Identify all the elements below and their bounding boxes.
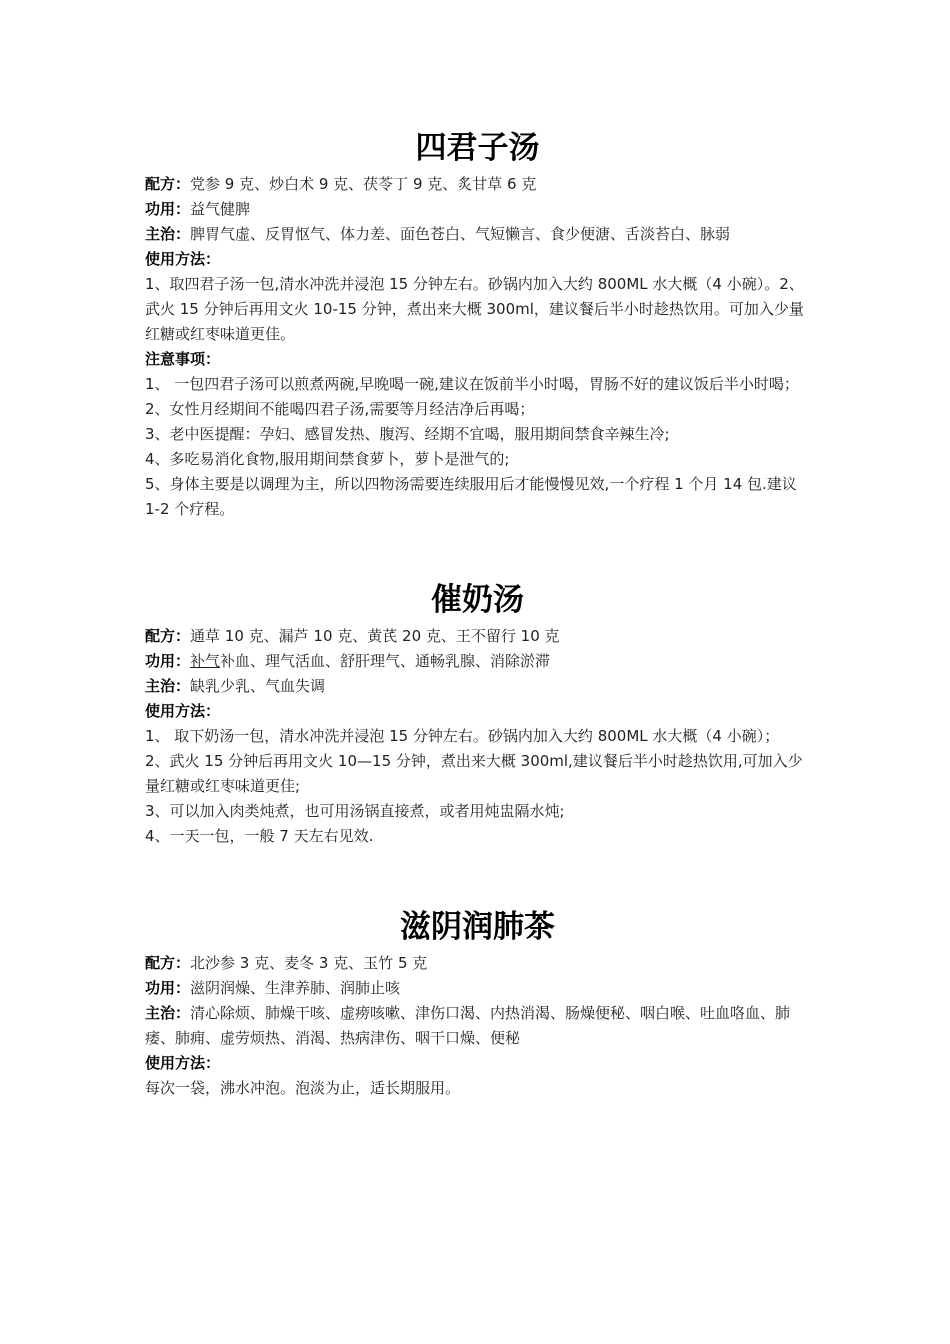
effect-text: 补血、理气活血、舒肝理气、通畅乳腺、消除淤滞	[220, 652, 551, 670]
recipe-ziyin	[145, 907, 810, 1101]
recipe-title: 滋阴润肺茶	[400, 909, 555, 945]
indication-label: 主治：	[145, 225, 191, 243]
effect-underlined-text: 补气	[190, 652, 221, 670]
effect-text: 益气健脾	[190, 200, 251, 218]
usage-label: 使用方法：	[145, 1054, 221, 1072]
formula-line	[145, 172, 810, 197]
formula-label: 配方：	[145, 954, 191, 972]
formula-label: 配方：	[145, 175, 191, 193]
note-item: 5、身体主要是以调理为主，所以四物汤需要连续服用后才能慢慢见效,一个疗程 1 个月 14 包.建议 1-2 个疗程。	[145, 475, 797, 518]
section-spacer	[145, 522, 810, 580]
recipe-title: 四君子汤	[415, 130, 540, 166]
note-item: 1、 一包四君子汤可以煎煮两碗,早晚喝一碗,建议在饭前半小时喝，胃肠不好的建议饭后半小时喝；	[145, 375, 799, 393]
formula-line	[145, 624, 810, 649]
indication-text: 清心除烦、肺燥干咳、虚痨咳嗽、津伤口渴、内热消渴、肠燥便秘、咽白喉、吐血咯血、肺痿、肺痈、虚劳烦热、消渴、热病津伤、咽干口燥、便秘	[145, 1004, 791, 1047]
indication-label: 主治：	[145, 1004, 191, 1022]
usage-text: 1、取四君子汤一包,清水冲洗并浸泡 15 分钟左右。砂锅内加入大约 800ML 水大概（4 小碗）。2、武火 15 分钟后再用文火 10-15 分钟，煮出来大概 300ml，建议餐后半小时趁热饮用。可加入少量红糖或红枣味道更佳。	[145, 275, 804, 343]
document-page	[145, 128, 810, 1101]
usage-label: 使用方法：	[145, 250, 221, 268]
formula-line	[145, 951, 810, 976]
indication-line	[145, 674, 810, 699]
formula-text: 北沙参 3 克、麦冬 3 克、玉竹 5 克	[190, 954, 428, 972]
indication-text: 脾胃气虚、反胃怄气、体力差、面色苍白、气短懒言、食少便溏、舌淡苔白、脉弱	[190, 225, 731, 243]
formula-text: 通草 10 克、漏芦 10 克、黄芪 20 克、王不留行 10 克	[190, 627, 560, 645]
recipe-cuinai	[145, 580, 810, 849]
indication-line	[145, 1001, 810, 1051]
effect-text: 滋阴润燥、生津养肺、润肺止咳	[190, 979, 401, 997]
formula-text: 党参 9 克、炒白术 9 克、茯苓丁 9 克、炙甘草 6 克	[190, 175, 537, 193]
effect-line	[145, 197, 810, 222]
effect-line	[145, 649, 810, 674]
indication-text: 缺乳少乳、气血失调	[190, 677, 326, 695]
usage-item: 2、武火 15 分钟后再用文火 10—15 分钟，煮出来大概 300ml,建议餐后半小时趁热饮用,可加入少量红糖或红枣味道更佳;	[145, 752, 803, 795]
notes-label: 注意事项：	[145, 350, 221, 368]
section-spacer	[145, 849, 810, 907]
note-item: 2、女性月经期间不能喝四君子汤,需要等月经洁净后再喝；	[145, 400, 535, 418]
usage-text: 每次一袋，沸水冲泡。泡淡为止，适长期服用。	[145, 1079, 461, 1097]
note-item: 3、老中医提醒：孕妇、感冒发热、腹泻、经期不宜喝，服用期间禁食辛辣生冷;	[145, 425, 670, 443]
usage-label: 使用方法：	[145, 702, 221, 720]
indication-line	[145, 222, 810, 247]
usage-item: 3、可以加入肉类炖煮，也可用汤锅直接煮，或者用炖盅隔水炖;	[145, 802, 565, 820]
formula-label: 配方：	[145, 627, 191, 645]
recipe-sijunzi	[145, 128, 810, 522]
effect-label: 功用：	[145, 652, 191, 670]
note-item: 4、多吃易消化食物,服用期间禁食萝卜，萝卜是泄气的;	[145, 450, 510, 468]
effect-label: 功用：	[145, 979, 191, 997]
usage-item: 1、 取下奶汤一包，清水冲洗并浸泡 15 分钟左右。砂锅内加入大约 800ML 水大概（4 小碗）；	[145, 727, 780, 745]
usage-item: 4、一天一包，一般 7 天左右见效.	[145, 827, 374, 845]
indication-label: 主治：	[145, 677, 191, 695]
effect-label: 功用：	[145, 200, 191, 218]
effect-line	[145, 976, 810, 1001]
recipe-title: 催奶汤	[431, 582, 524, 618]
